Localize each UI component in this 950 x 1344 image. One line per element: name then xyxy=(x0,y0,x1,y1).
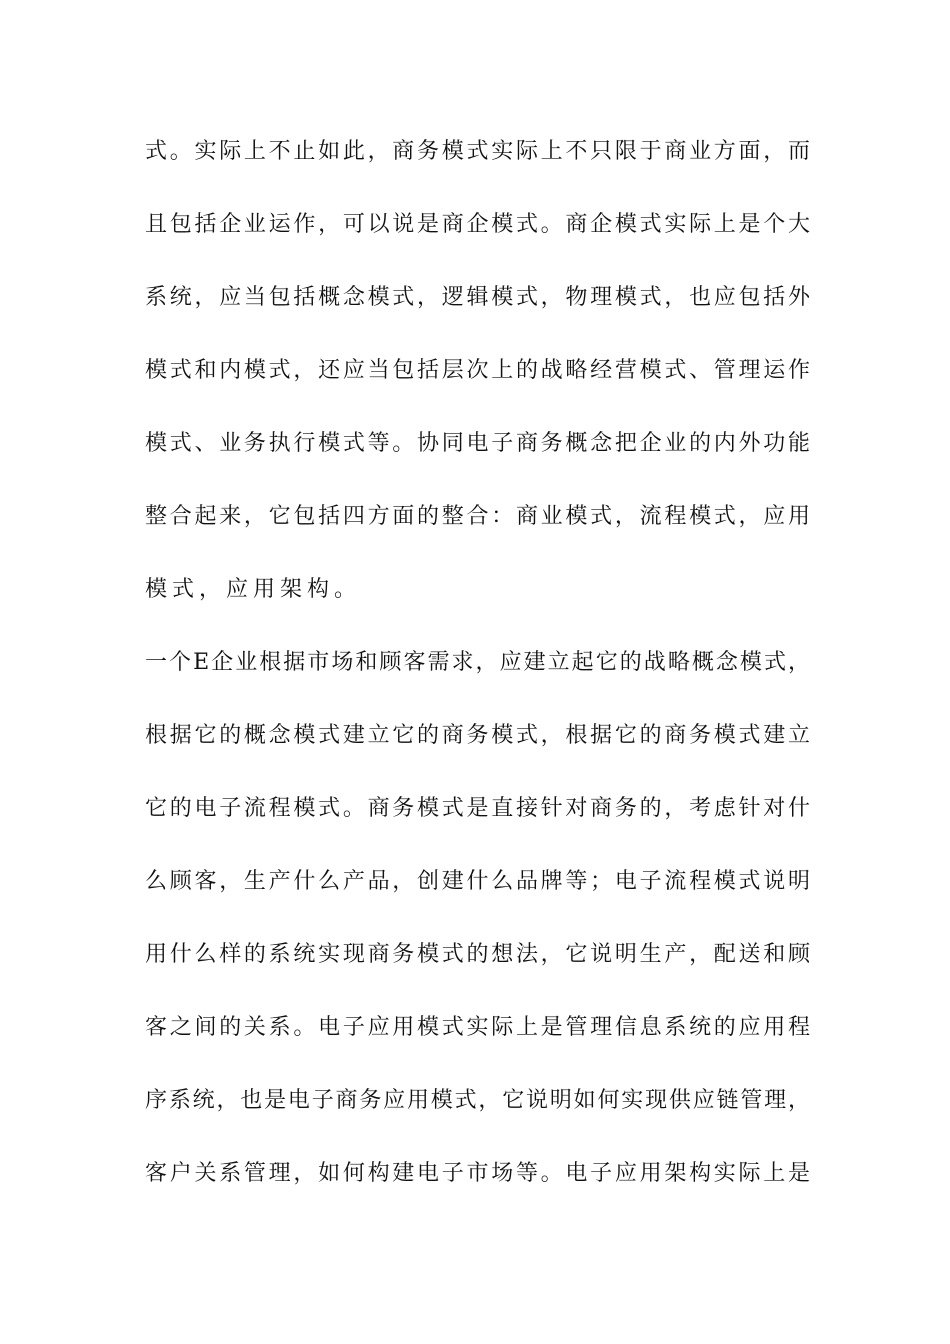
text-line: 模式、业务执行模式等。协同电子商务概念把企业的内外功能 xyxy=(145,431,810,456)
text-line: 用什么样的系统实现商务模式的想法，它说明生产，配送和顾 xyxy=(145,942,810,967)
text-line: 一个E企业根据市场和顾客需求，应建立起它的战略概念模式， xyxy=(145,650,810,675)
text-line: 式。实际上不止如此，商务模式实际上不只限于商业方面，而 xyxy=(145,139,810,164)
text-line: 客户关系管理，如何构建电子市场等。电子应用架构实际上是 xyxy=(145,1161,810,1186)
text-line: 序系统，也是电子商务应用模式，它说明如何实现供应链管理， xyxy=(145,1088,810,1113)
text-line: 整合起来，它包括四方面的整合：商业模式，流程模式，应用 xyxy=(145,504,810,529)
body-text xyxy=(145,128,810,1223)
text-line: 它的电子流程模式。商务模式是直接针对商务的，考虑针对什 xyxy=(145,796,810,821)
text-line: 模式和内模式，还应当包括层次上的战略经营模式、管理运作 xyxy=(145,358,810,383)
text-line: 系统，应当包括概念模式，逻辑模式，物理模式，也应包括外 xyxy=(145,285,810,310)
text-line: 客之间的关系。电子应用模式实际上是管理信息系统的应用程 xyxy=(145,1015,810,1040)
text-line: 根据它的概念模式建立它的商务模式，根据它的商务模式建立 xyxy=(145,723,810,748)
text-line: 么顾客，生产什么产品，创建什么品牌等；电子流程模式说明 xyxy=(145,869,810,894)
text-line: 且包括企业运作，可以说是商企模式。商企模式实际上是个大 xyxy=(145,212,810,237)
text-line: 模式，应用架构。 xyxy=(145,577,362,602)
